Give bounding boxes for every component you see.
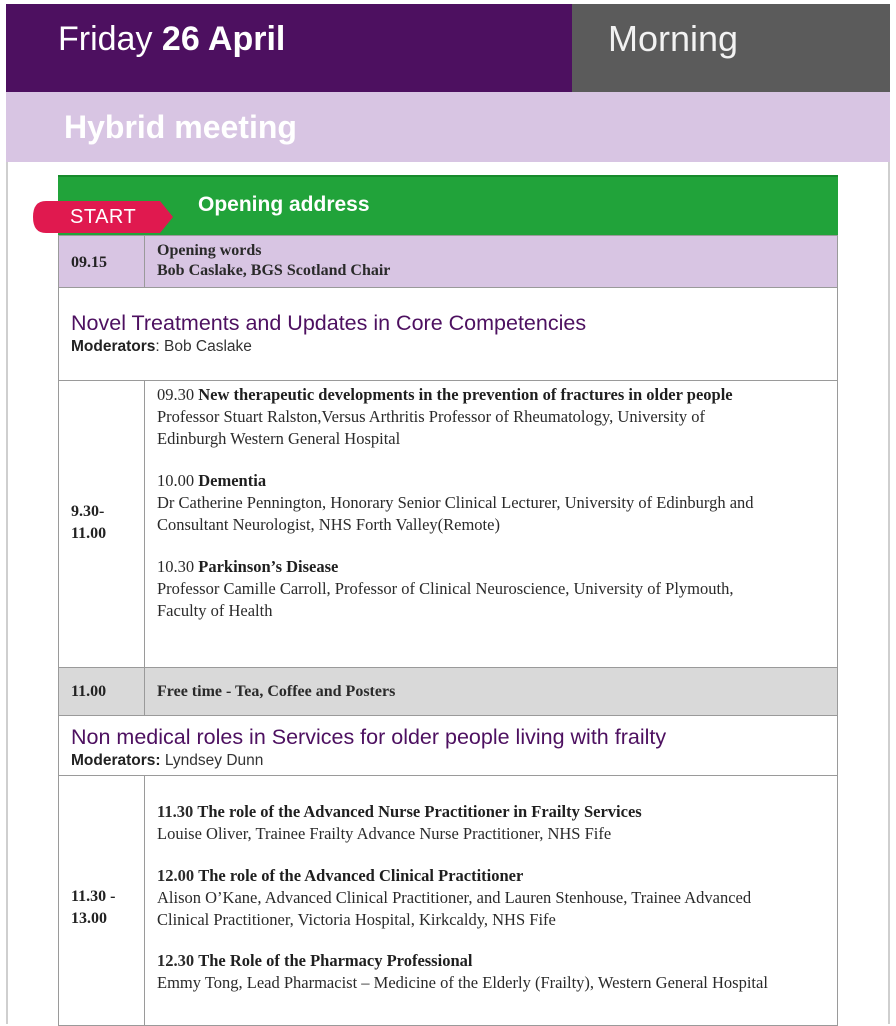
talk-affiliation: Clinical Practitioner, Victoria Hospital, Kirkcaldy, NHS Fife xyxy=(157,910,556,929)
talk-title: Dementia xyxy=(198,471,267,490)
section1-time-start: 9.30- xyxy=(71,503,105,520)
section2-moderators-label: Moderators: xyxy=(71,752,161,769)
section2-time-start: 11.30 - xyxy=(71,888,116,905)
talk-title: The role of the Advanced Clinical Practitioner xyxy=(198,866,524,885)
talk-speaker: Louise Oliver, Trainee Frailty Advance Nurse Practitioner, NHS Fife xyxy=(157,824,612,843)
talk-item xyxy=(157,950,831,994)
break-time xyxy=(59,668,145,715)
opening-words-speaker: Bob Caslake, BGS Scotland Chair xyxy=(157,262,391,279)
section2-moderators-name: Lyndsey Dunn xyxy=(160,752,264,769)
talk-affiliation: Edinburgh Western General Hospital xyxy=(157,429,401,448)
talk-affiliation: Faculty of Health xyxy=(157,601,273,620)
section1-moderators-label: Moderators xyxy=(71,338,156,355)
talk-item xyxy=(157,556,831,622)
section1-header xyxy=(58,288,838,381)
section2-time-end: 13.00 xyxy=(71,910,107,927)
talk-time: 09.30 xyxy=(157,385,195,404)
opening-words-title: Opening words xyxy=(157,242,262,259)
talk-speaker: Emmy Tong, Lead Pharmacist – Medicine of the Elderly (Frailty), Western General Hospital xyxy=(157,973,768,992)
page-right-border xyxy=(888,162,890,1024)
day-name: Friday xyxy=(58,20,153,58)
talk-speaker: Professor Stuart Ralston,Versus Arthritis Professor of Rheumatology, University of xyxy=(157,407,705,426)
section1-time xyxy=(59,381,145,667)
period-label: Morning xyxy=(608,18,739,59)
meeting-type-bar xyxy=(6,92,890,162)
section2-moderators xyxy=(71,751,837,771)
opening-time-text: 09.15 xyxy=(71,254,107,271)
section2-title: Non medical roles in Services for older people living with frailty xyxy=(71,725,667,749)
talk-speaker: Alison O’Kane, Advanced Clinical Practitioner, and Lauren Stenhouse, Trainee Advanced xyxy=(157,888,752,907)
section2-talks-cell xyxy=(145,776,837,1025)
talk-item xyxy=(157,470,831,536)
section2-talks-row xyxy=(58,776,838,1026)
opening-words-row xyxy=(58,235,838,288)
opening-words-cell xyxy=(145,236,837,287)
talk-time: 12.30 xyxy=(157,951,195,970)
talk-title: New therapeutic developments in the prevention of fractures in older people xyxy=(198,385,733,404)
talk-speaker: Professor Camille Carroll, Professor of Clinical Neuroscience, University of Plymouth, xyxy=(157,579,734,598)
section2-header xyxy=(58,716,838,776)
talk-title: The role of the Advanced Nurse Practitioner in Frailty Services xyxy=(197,802,642,821)
break-row xyxy=(58,668,838,716)
talk-item xyxy=(157,384,831,450)
talk-time: 12.00 xyxy=(157,866,195,885)
section1-moderators-sep: : xyxy=(155,338,165,355)
day-header xyxy=(6,4,572,92)
talk-affiliation: Consultant Neurologist, NHS Forth Valley(Remote) xyxy=(157,515,500,534)
talk-time: 10.30 xyxy=(157,557,195,576)
start-label: START xyxy=(70,206,137,228)
break-label: Free time - Tea, Coffee and Posters xyxy=(157,683,396,700)
break-label-cell xyxy=(145,668,837,715)
section1-talks-row xyxy=(58,381,838,668)
opening-address-bar xyxy=(58,175,838,235)
opening-time xyxy=(59,236,145,287)
start-tag xyxy=(32,200,174,234)
page-left-border xyxy=(6,162,8,1024)
talk-title: The Role of the Pharmacy Professional xyxy=(198,951,473,970)
opening-address-title: Opening address xyxy=(198,193,370,216)
section2-time xyxy=(59,776,145,1025)
period-header xyxy=(572,4,890,92)
talk-speaker: Dr Catherine Pennington, Honorary Senior Clinical Lecturer, University of Edinburgh and xyxy=(157,493,754,512)
talk-item xyxy=(157,865,831,931)
section1-moderators-name: Bob Caslake xyxy=(164,338,252,355)
talk-time: 10.00 xyxy=(157,471,195,490)
section1-moderators xyxy=(71,337,837,357)
talk-title: Parkinson’s Disease xyxy=(198,557,339,576)
day-date: 26 April xyxy=(161,20,286,58)
talk-item xyxy=(157,801,831,845)
section1-title: Novel Treatments and Updates in Core Competencies xyxy=(71,311,587,335)
meeting-title: Hybrid meeting xyxy=(64,109,297,145)
talk-time: 11.30 xyxy=(157,802,194,821)
section1-time-end: 11.00 xyxy=(71,525,107,542)
section1-talks-cell xyxy=(145,381,837,667)
break-time-text: 11.00 xyxy=(71,683,107,700)
